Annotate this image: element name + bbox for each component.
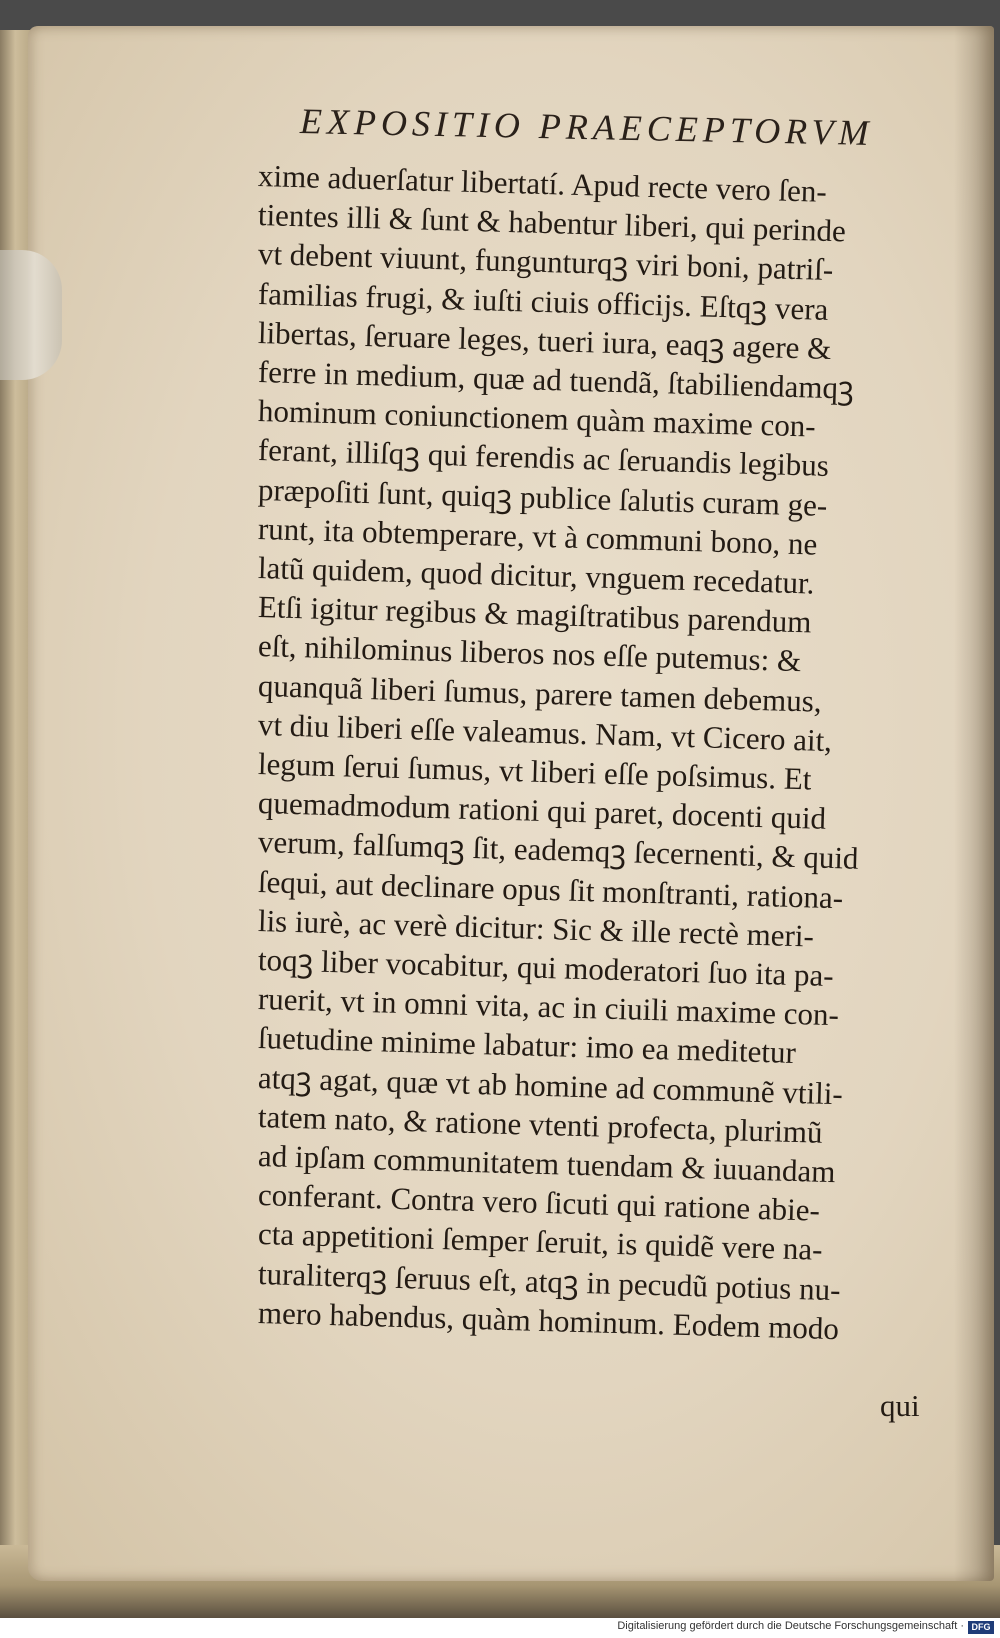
text-line: turaliter​qꝫ ſeruus eſt, at​qꝫ in pecudũ potius nu- xyxy=(257,1255,841,1307)
text-line: ad ipſam communitatem tuendam & iuuandam xyxy=(257,1138,836,1190)
text-line: legum ſerui ſumus, vt liberi eſſe poſsimus. Et xyxy=(257,746,812,797)
text-line: vt diu liberi eſſe valeamus. Nam, vt Cicero ait, xyxy=(257,706,833,758)
text-line: quemadmodum rationi qui paret, docenti quid xyxy=(257,785,827,837)
text-line: quanquã liberi ſumus, parere tamen debemus, xyxy=(257,667,823,719)
text-line: tientes illi & ſunt & habentur liberi, qui perinde xyxy=(257,197,847,249)
text-line: to​qꝫ liber vocabitur, qui moderatori ſuo ita pa- xyxy=(257,942,835,994)
text-line: cta appetitioni ſemper ſeruit, is quidẽ vere na- xyxy=(257,1216,823,1268)
footer-bar xyxy=(0,1618,1000,1638)
funding-credit: Digitalisierung gefördert durch die Deutsche Forschungsgemeinschaft · xyxy=(617,1620,964,1632)
text-line: ferre in medium, quæ ad tuendã, ſtabiliendam​qꝫ xyxy=(257,354,855,406)
text-line: ſequi, aut declinare opus ſit monſtranti, rationa- xyxy=(257,863,844,915)
text-line: lis iurè, ac verè dicitur: Sic & ille rectè meri- xyxy=(257,902,815,954)
catchword: qui xyxy=(880,1388,920,1423)
running-head: EXPOSITIO PRAECEPTORVM xyxy=(299,101,874,154)
page-text xyxy=(257,156,948,1347)
text-line: latũ quidem, quod dicitur, vnguem recedatur. xyxy=(257,550,815,601)
text-line: runt, ita obtemperare, vt à communi bono, ne xyxy=(257,510,818,562)
text-line: conferant. Contra vero ſicuti qui ratione abie- xyxy=(257,1177,821,1228)
text-line: tatem nato, & ratione vtenti profecta, plurimũ xyxy=(257,1098,823,1150)
text-line: familias frugi, & iuſti ciuis officijs. Eſt​qꝫ vera xyxy=(257,275,829,327)
text-line: Etſi igitur regibus & magiſtratibus parendum xyxy=(257,589,812,640)
text-line: libertas, ſeruare leges, tueri iura, ea​qꝫ agere & xyxy=(257,314,832,366)
text-line: ferant, illiſ​qꝫ qui ferendis ac ſeruandis legibus xyxy=(257,432,830,484)
text-line: ſuetudine minime labatur: imo ea meditetur xyxy=(257,1020,797,1071)
text-line: hominum coniunctionem quàm maxime con- xyxy=(257,393,817,444)
text-line: eſt, nihilominus liberos nos eſſe putemus: & xyxy=(257,628,802,679)
text-line: ruerit, vt in omni vita, ac in ciuili maxime con- xyxy=(257,981,840,1033)
text-line: mero habendus, quàm hominum. Eodem modo xyxy=(257,1294,840,1347)
text-line: verum, falſum​qꝫ ſit, eadem​qꝫ ſecernenti, & quid xyxy=(257,824,859,877)
text-line: vt debent viuunt, funguntur​qꝫ viri boni, patriſ- xyxy=(257,236,834,288)
page-clip xyxy=(0,250,62,380)
text-line: xime aduerſatur libertatí. Apud recte vero ſen- xyxy=(257,158,828,209)
text-line: præpoſiti ſunt, quiq​ꝫ publice ſalutis curam ge- xyxy=(257,471,828,523)
text-line: at​qꝫ agat, quæ vt ab homine ad communẽ vtili- xyxy=(257,1059,844,1111)
page-gutter-shadow xyxy=(954,26,994,1581)
dfg-logo: DFG xyxy=(968,1621,994,1634)
